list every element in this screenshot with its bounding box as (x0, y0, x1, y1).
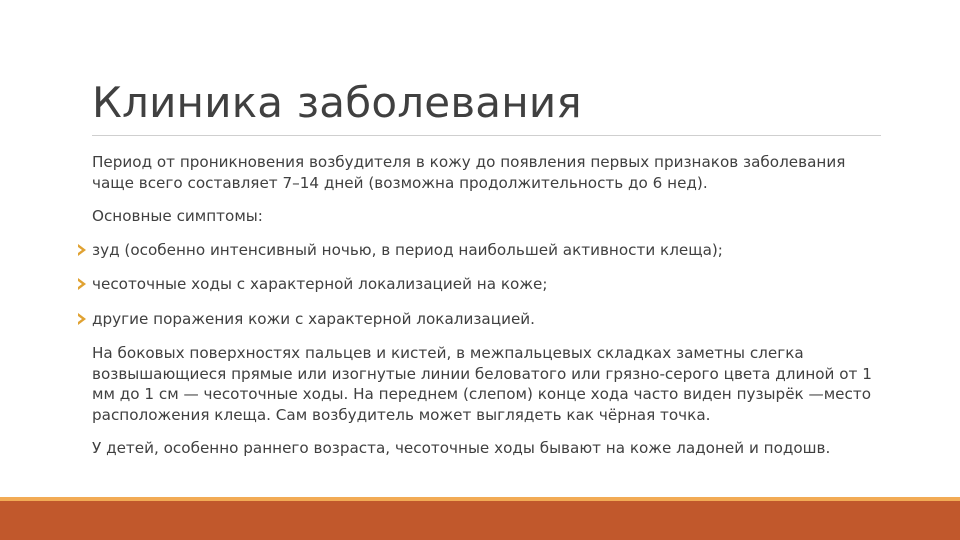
triangle-arrow-icon (78, 313, 86, 325)
title-divider (92, 135, 881, 136)
bullet-item (79, 309, 882, 330)
bullet-text: зуд (особенно интенсивный ночью, в период наибольшей активности клеща); (92, 240, 723, 259)
triangle-arrow-icon (78, 244, 86, 256)
bullet-text: другие поражения кожи с характерной локализацией. (92, 309, 535, 328)
footer-bar (0, 501, 960, 540)
bullet-item (79, 240, 882, 261)
bullet-text: чесоточные ходы с характерной локализацией на коже; (92, 275, 548, 293)
intro-paragraph: Период от проникновения возбудителя в кожу до появления первых признаков заболевания чаще всего составляет 7–14 дней (возможна продолжительность до 6 нед). (92, 153, 846, 192)
bullet-item (79, 274, 882, 295)
symptoms-heading: Основные симптомы: (92, 207, 263, 225)
children-paragraph: У детей, особенно раннего возраста, чесоточные ходы бывают на коже ладоней и подошв. (92, 439, 831, 457)
triangle-arrow-icon (78, 278, 86, 290)
detail-paragraph: На боковых поверхностях пальцев и кистей, в межпальцевых складках заметны слегка возвышающиеся прямые или изогнутые линии беловатого или грязно-серого цвета длиной от 1 мм до 1 см — чесоточные ходы. На переднем (слепом) конце хода часто виден пузырёк —место расположения клеща. Сам возбудитель может выглядеть как чёрная точка. (92, 344, 872, 424)
slide-title: Клиника заболевания (92, 78, 582, 127)
slide-body (92, 152, 882, 472)
